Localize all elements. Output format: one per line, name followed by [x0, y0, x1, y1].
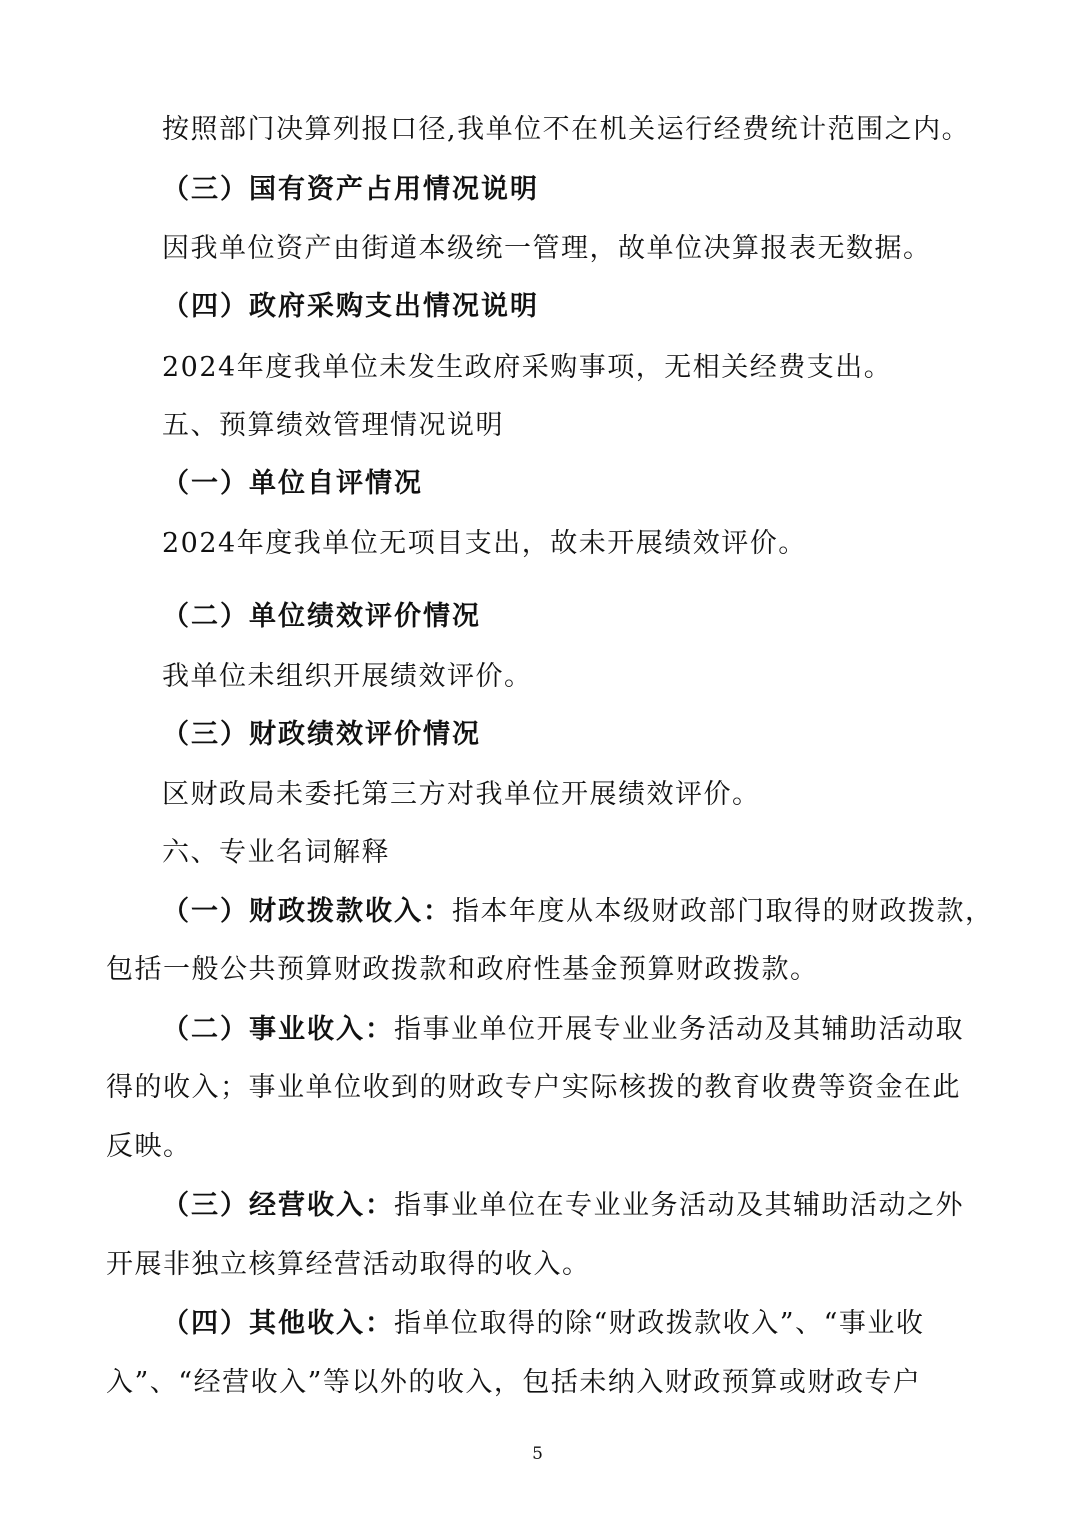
section-heading: （四）政府采购支出情况说明 — [162, 291, 539, 322]
paragraph-line: 因我单位资产由街道本级统一管理，故单位决算报表无数据。 — [162, 233, 932, 264]
term-text: 指事业单位开展专业业务活动及其辅助活动取 — [394, 1014, 964, 1045]
paragraph-line: 包括一般公共预算财政拨款和政府性基金预算财政拨款。 — [106, 954, 819, 985]
section-heading: （三）国有资产占用情况说明 — [162, 174, 539, 205]
paragraph-line: 按照部门决算列报口径,我单位不在机关运行经费统计范围之内。 — [162, 114, 971, 145]
paragraph-line: 反映。 — [106, 1131, 192, 1162]
term-text: 指事业单位在专业业务活动及其辅助活动之外 — [394, 1190, 964, 1221]
term-definition — [0, 1186, 1075, 1226]
term-definition — [0, 1304, 1075, 1344]
section-heading: （二）单位绩效评价情况 — [162, 601, 481, 632]
term-label: （一）财政拨款收入： — [162, 896, 452, 927]
paragraph-line: 我单位未组织开展绩效评价。 — [162, 661, 533, 692]
section-heading: （一）单位自评情况 — [162, 468, 423, 499]
term-label: （二）事业收入： — [162, 1014, 394, 1045]
term-label: （四）其他收入： — [162, 1308, 394, 1339]
term-text: 指本年度从本级财政部门取得的财政拨款， — [452, 896, 994, 927]
term-label: （三）经营收入： — [162, 1190, 394, 1221]
chapter-heading: 五、预算绩效管理情况说明 — [162, 410, 504, 441]
chapter-heading: 六、专业名词解释 — [162, 837, 390, 868]
paragraph-line: 区财政局未委托第三方对我单位开展绩效评价。 — [162, 779, 761, 810]
page-number: 5 — [532, 1444, 543, 1464]
paragraph-line: 2024年度我单位未发生政府采购事项，无相关经费支出。 — [162, 352, 893, 383]
term-text: 指单位取得的除“财政拨款收入”、“事业收 — [394, 1308, 925, 1339]
paragraph-line: 2024年度我单位无项目支出，故未开展绩效评价。 — [162, 528, 807, 559]
paragraph-line: 入”、“经营收入”等以外的收入，包括未纳入财政预算或财政专户 — [106, 1367, 922, 1398]
paragraph-line: 开展非独立核算经营活动取得的收入。 — [106, 1249, 591, 1280]
term-definition — [0, 1010, 1075, 1050]
paragraph-line: 得的收入；事业单位收到的财政专户实际核拨的教育收费等资金在此 — [106, 1072, 961, 1103]
section-heading: （三）财政绩效评价情况 — [162, 719, 481, 750]
term-definition — [0, 892, 1075, 932]
